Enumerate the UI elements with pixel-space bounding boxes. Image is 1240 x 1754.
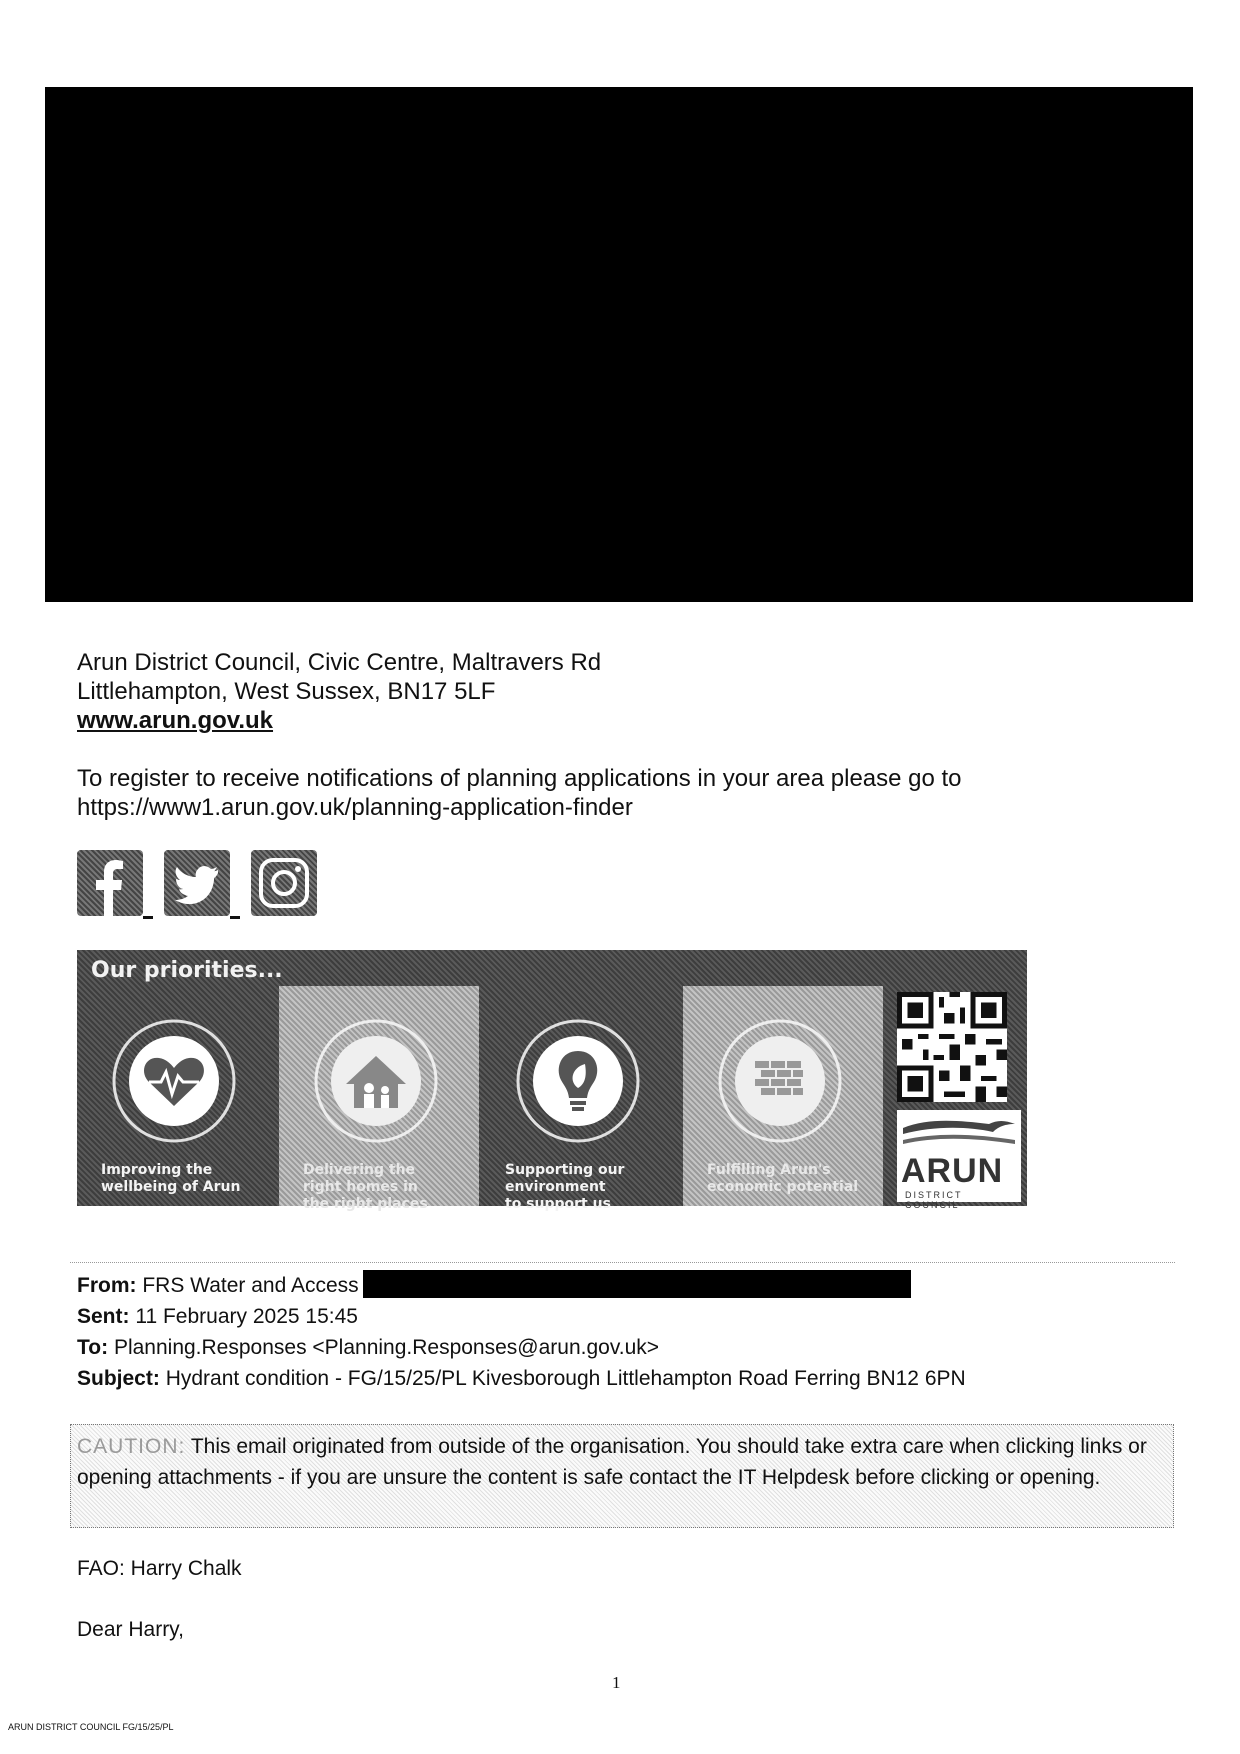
register-notice [77,764,962,822]
register-text: To register to receive notifications of planning applications in your area please go to [77,765,962,792]
link-separator [143,916,153,919]
priority-caption: Improving the wellbeing of Arun [101,1162,241,1195]
house-family-icon [301,1006,451,1156]
priority-caption: Supporting our environment to support us [505,1162,625,1212]
address-line-1: Arun District Council, Civic Centre, Maltravers Rd [77,649,602,676]
priority-caption: Delivering the right homes in the right places [303,1162,428,1212]
priority-environment [481,986,681,1212]
arun-logo-subtext: DISTRICT COUNCIL [905,1190,963,1210]
redacted-header-block [45,87,1193,602]
email-sent-row: Sent: 11 February 2025 15:45 [77,1305,358,1328]
link-separator [230,916,240,919]
qr-code-icon [897,992,1007,1102]
planning-finder-link[interactable]: https://www1.arun.gov.uk/planning-application-finder [77,794,633,821]
caution-text: This email originated from outside of the organisation. You should take extra care when clicking links or opening attachments - if you are unsure the content is safe contact the IT Helpdesk before clicking or opening. [77,1435,1147,1489]
website-link[interactable]: www.arun.gov.uk [77,707,274,734]
lightbulb-leaf-icon [503,1006,653,1156]
instagram-icon[interactable] [251,850,317,916]
page-number: 1 [612,1673,621,1692]
email-header [77,1270,966,1394]
council-address [77,648,601,735]
priority-wellbeing [77,986,277,1206]
arun-logo [897,1110,1021,1210]
email-separator [70,1262,1175,1263]
email-from-row: From: FRS Water and Access [77,1270,966,1301]
document-footer: ARUN DISTRICT COUNCIL FG/15/25/PL [8,1722,174,1732]
email-to-row: To: Planning.Responses <Planning.Responses@arun.gov.uk> [77,1336,660,1359]
arun-logo-text: ARUN [901,1152,1004,1190]
email-subject-row: Subject: Hydrant condition - FG/15/25/PL Kivesborough Littlehampton Road Ferring BN12 6PN [77,1367,966,1390]
greeting: Dear Harry, [77,1618,184,1641]
bricks-icon [705,1006,855,1156]
caution-banner [70,1424,1174,1528]
fao-line: FAO: Harry Chalk [77,1557,242,1580]
priority-homes [279,986,479,1212]
priority-economy [683,986,883,1206]
caution-label: CAUTION: [77,1435,186,1458]
facebook-icon[interactable] [77,850,143,916]
priorities-title: Our priorities... [91,958,283,983]
heart-pulse-icon [99,1006,249,1156]
redacted-email-address [363,1270,911,1298]
priorities-banner [77,950,1027,1212]
twitter-icon[interactable] [164,850,230,916]
address-line-2: Littlehampton, West Sussex, BN17 5LF [77,678,496,705]
priority-caption: Fulfilling Arun's economic potential [707,1162,859,1195]
